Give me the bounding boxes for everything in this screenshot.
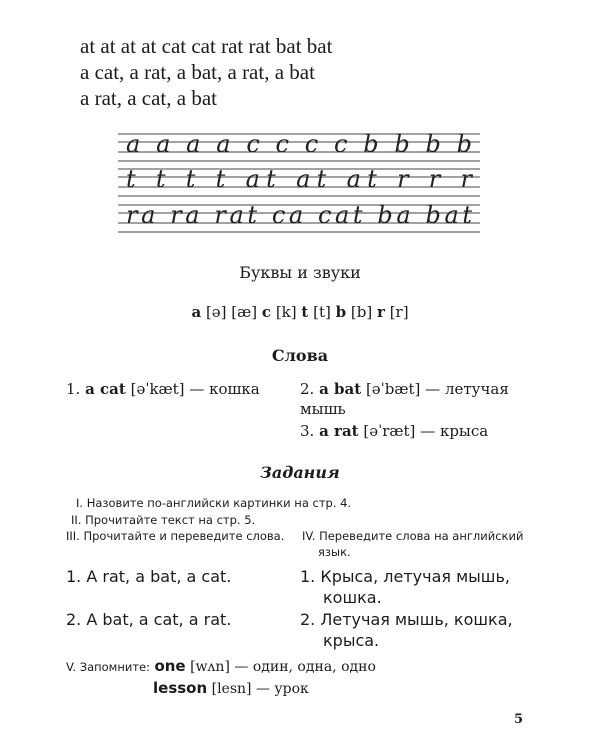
word-1: 1. a cat [əˈkæt] — кошка: [66, 380, 260, 398]
task-1: I. Назовите по-английски картинки на стр. 4.: [76, 496, 352, 510]
task-2: II. Прочитайте текст на стр. 5.: [71, 513, 256, 527]
letter-a: a: [191, 303, 202, 321]
remember-line-1: V. Запомните: one [wʌn] — один, одна, одно: [66, 657, 376, 675]
letters-sounds: [0, 303, 600, 321]
exercise-1-russian-continued: кошка.: [323, 588, 382, 607]
exercise-1-english: 1. A rat, a bat, a cat.: [66, 567, 232, 586]
tasks-heading: Задания: [260, 463, 340, 482]
word-one: one: [154, 657, 186, 675]
exercise-2-russian: 2. Летучая мышь, кошка,: [300, 610, 513, 629]
cursive-line-1: a a a a c c c c b b b b: [126, 130, 472, 158]
task-4: IV. Переведите слова на английский: [302, 529, 524, 543]
words-heading: Слова: [271, 346, 329, 365]
remember-label: V. Запомните:: [66, 660, 150, 674]
ipa-a: [ə] [æ]: [205, 303, 258, 321]
drill-line-2: a cat, a rat, a bat, a rat, a bat: [80, 60, 315, 84]
cursive-line-2: t t t t at at at r r r: [126, 165, 473, 193]
remember-line-2: lesson [lesn] — урок: [153, 679, 309, 697]
cursive-line-3: ra ra rat ca cat ba bat: [126, 201, 472, 229]
word-2: 2. a bat [əˈbæt] — летучая: [300, 380, 509, 398]
page-number: 5: [514, 712, 524, 727]
task-3: III. Прочитайте и переведите слова.: [66, 529, 285, 543]
exercise-2-english: 2. A bat, a cat, a rat.: [66, 610, 232, 629]
letter-c: c: [261, 303, 272, 321]
letter-r: r: [377, 303, 385, 321]
word-lesson: lesson: [153, 679, 208, 697]
task-4-continued: язык.: [318, 545, 351, 559]
drill-line-1: at at at at cat cat rat rat bat bat: [80, 34, 333, 58]
word-3: 3. a rat [əˈræt] — крыса: [300, 422, 489, 440]
letter-t: t: [301, 303, 309, 321]
letter-b: b: [335, 303, 347, 321]
word-2-continued: мышь: [300, 400, 346, 418]
exercise-2-russian-continued: крыса.: [323, 631, 380, 650]
letters-heading: Буквы и звуки: [239, 263, 361, 282]
ipa-b: [b]: [350, 303, 373, 321]
drill-line-3: a rat, a cat, a bat: [80, 86, 217, 110]
ipa-t: [t]: [313, 303, 331, 321]
ipa-r: [r]: [389, 303, 409, 321]
ipa-c: [k]: [275, 303, 297, 321]
handwriting-practice: [118, 128, 480, 240]
exercise-1-russian: 1. Крыса, летучая мышь,: [300, 567, 510, 586]
